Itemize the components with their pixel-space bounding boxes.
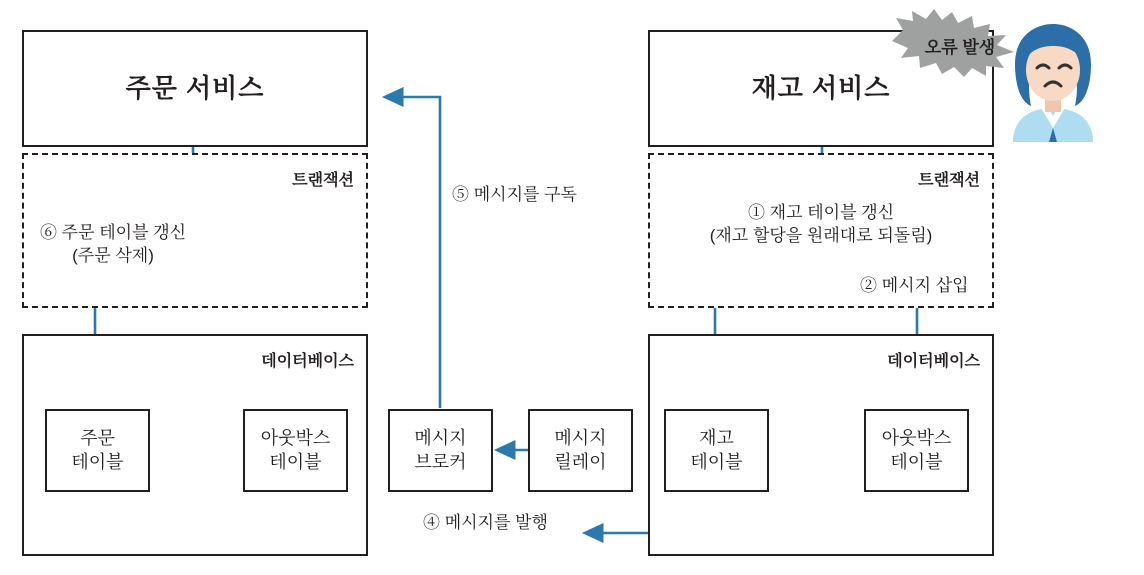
order-service-title: 주문 서비스 — [125, 73, 265, 103]
step-6-note: ⑥ 주문 테이블 갱신 (주문 삭제) — [39, 223, 187, 265]
order-transaction-label: 트랜잭션 — [292, 172, 354, 189]
inventory-database-label: 데이터베이스 — [887, 353, 980, 370]
inventory-service-title: 재고 서비스 — [751, 73, 891, 103]
order-database-label: 데이터베이스 — [261, 353, 354, 370]
order-table: 주문 테이블 — [45, 409, 150, 492]
step-2-note: ② 메시지 삽입 — [860, 276, 969, 295]
order-service-box — [22, 30, 368, 147]
inventory-table: 재고 테이블 — [664, 409, 769, 492]
step-4-note: ④ 메시지를 발행 — [423, 513, 548, 532]
step-5-note: ⑤ 메시지를 구독 — [452, 185, 577, 204]
arrow-step-5 — [385, 97, 440, 408]
error-burst-label: 오류 발생 — [924, 38, 996, 57]
step-1-note: ① 재고 테이블 갱신 (재고 할당을 원래대로 되돌림) — [709, 203, 933, 245]
inventory-outbox-table: 아웃박스 테이블 — [864, 409, 969, 492]
inventory-transaction-label: 트랜잭션 — [918, 172, 980, 189]
worried-person-icon — [995, 20, 1123, 142]
message-broker: 메시지 브로커 — [388, 409, 493, 492]
order-outbox-table: 아웃박스 테이블 — [243, 409, 348, 492]
message-relay: 메시지 릴레이 — [528, 409, 633, 492]
